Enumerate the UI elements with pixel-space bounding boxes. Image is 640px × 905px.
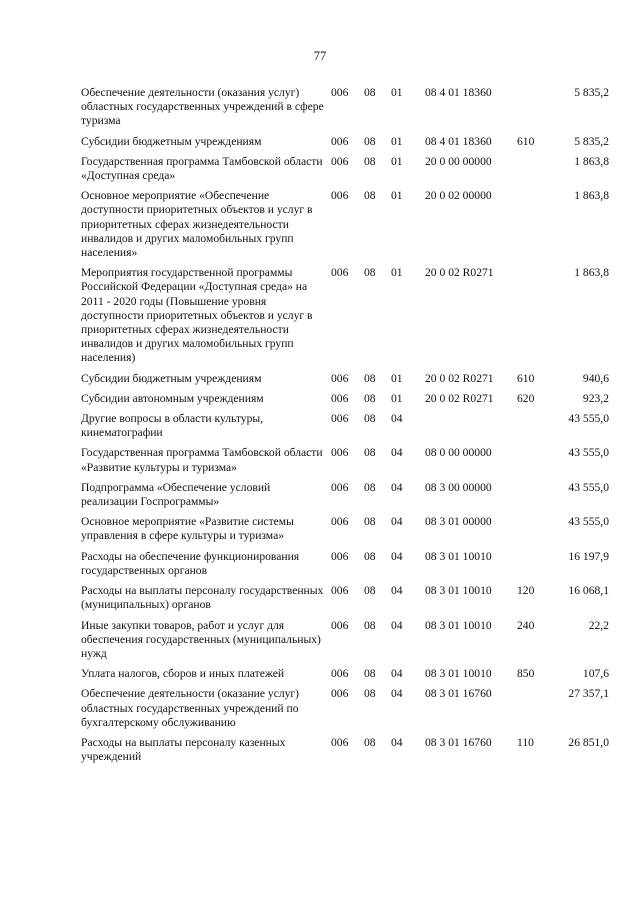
row-expense-type-code	[517, 266, 551, 371]
row-subsection-code: 01	[391, 86, 403, 99]
row-subsection-code: 04	[391, 687, 403, 701]
row-admin-code: 006	[331, 86, 349, 99]
row-name: Иные закупки товаров, работ и услуг для обеспечения государственных (муниципальных) нужд	[81, 618, 321, 660]
row-section-code: 08	[364, 266, 376, 280]
row-expense-type-code	[517, 189, 551, 266]
row-admin-code: 006	[331, 667, 349, 681]
table-row	[81, 86, 609, 135]
row-section-code: 08	[364, 618, 376, 632]
table-row	[81, 736, 609, 770]
row-admin-code: 006	[331, 189, 349, 203]
row-admin-code: 006	[331, 735, 349, 749]
table-row	[81, 189, 609, 266]
row-amount: 43 555,0	[568, 480, 609, 494]
row-section-code: 08	[364, 584, 376, 598]
table-row	[81, 515, 609, 549]
row-target-article-code: 08 3 01 00000	[425, 515, 492, 529]
row-target-article-code: 20 0 02 R0271	[425, 266, 494, 280]
row-target-article-code: 20 0 02 R0271	[425, 391, 494, 405]
row-subsection-code: 04	[391, 515, 403, 529]
row-subsection-code: 04	[391, 618, 403, 632]
row-section-code: 08	[364, 412, 376, 426]
row-subsection-code: 04	[391, 735, 403, 749]
row-amount: 1 863,8	[574, 266, 609, 280]
row-subsection-code: 01	[391, 371, 403, 385]
row-target-article-code: 20 0 02 R0271	[425, 371, 494, 385]
row-expense-type-code: 120	[517, 584, 535, 598]
row-target-article-code: 08 3 01 16760	[425, 687, 492, 701]
table-row	[81, 687, 609, 736]
row-amount: 1 863,8	[574, 154, 609, 168]
row-subsection-code: 04	[391, 480, 403, 494]
row-name: Расходы на обеспечение функционирования государственных органов	[81, 549, 300, 577]
row-target-article-code: 08 3 01 10010	[425, 584, 492, 598]
row-expense-type-code: 110	[517, 735, 534, 749]
row-name: Уплата налогов, сборов и иных платежей	[81, 667, 285, 681]
row-subsection-code: 04	[391, 446, 403, 460]
row-subsection-code: 01	[391, 154, 403, 168]
row-name: Мероприятия государственной программы Российской Федерации «Доступная среда» на 2011 - 2020 годы (Повышение уровня доступности приоритетных объектов и услуг в приоритетных сферах жизнедеятельности инвалидов и других маломобильных групп населения)	[81, 266, 313, 365]
row-amount: 5 835,2	[574, 86, 609, 99]
row-subsection-code: 04	[391, 412, 403, 426]
row-name: Другие вопросы в области культуры, кинематографии	[81, 412, 264, 440]
row-target-article-code: 08 3 01 10010	[425, 667, 492, 681]
row-section-code: 08	[364, 667, 376, 681]
row-expense-type-code	[517, 481, 551, 515]
row-name: Государственная программа Тамбовской области «Доступная среда»	[81, 154, 323, 183]
row-name: Подпрограмма «Обеспечение условий реализации Госпрограммы»	[81, 480, 271, 509]
row-section-code: 08	[364, 549, 376, 563]
table-row	[81, 667, 609, 687]
row-target-article-code: 08 4 01 18360	[425, 86, 492, 99]
row-name: Расходы на выплаты персоналу государственных (муниципальных) органов	[81, 584, 324, 612]
row-expense-type-code	[517, 550, 551, 584]
row-target-article-code: 08 4 01 18360	[425, 134, 492, 148]
row-expense-type-code: 620	[517, 391, 535, 405]
row-amount: 16 068,1	[568, 584, 609, 598]
row-amount: 107,6	[582, 667, 609, 681]
row-amount: 43 555,0	[568, 446, 609, 460]
row-subsection-code: 04	[391, 667, 403, 681]
row-amount: 26 851,0	[568, 735, 609, 749]
row-name: Обеспечение деятельности (оказание услуг) областных государственных учреждений по бухгалтерскому обслуживанию	[81, 687, 300, 729]
row-name: Субсидии бюджетным учреждениям	[81, 134, 262, 148]
row-target-article-code: 08 0 00 00000	[425, 446, 492, 460]
row-admin-code: 006	[331, 266, 349, 280]
row-admin-code: 006	[331, 446, 349, 460]
row-expense-type-code	[517, 515, 551, 549]
row-subsection-code: 01	[391, 266, 403, 280]
row-amount: 43 555,0	[568, 515, 609, 529]
row-target-article-code: 08 3 00 00000	[425, 480, 492, 494]
row-section-code: 08	[364, 735, 376, 749]
row-name: Обеспечение деятельности (оказания услуг) областных государственных учреждений в сфере туризма	[81, 86, 324, 128]
row-target-article-code: 08 3 01 10010	[425, 618, 492, 632]
row-admin-code: 006	[331, 154, 349, 168]
row-name: Государственная программа Тамбовской области «Развитие культуры и туризма»	[81, 446, 323, 474]
row-name: Основное мероприятие «Обеспечение доступности приоритетных объектов и услуг в приоритетных сферах жизнедеятельности инвалидов и других маломобильных групп населения»	[81, 189, 313, 260]
row-admin-code: 006	[331, 515, 349, 529]
row-expense-type-code	[517, 687, 551, 736]
table-row	[81, 584, 609, 618]
row-admin-code: 006	[331, 371, 349, 385]
row-name: Основное мероприятие «Развитие системы управления в сфере культуры и туризма»	[81, 515, 294, 543]
row-amount: 940,6	[582, 371, 609, 385]
row-section-code: 08	[364, 154, 376, 168]
row-section-code: 08	[364, 86, 376, 99]
row-section-code: 08	[364, 391, 376, 405]
row-expense-type-code	[517, 412, 551, 446]
row-expense-type-code: 610	[517, 134, 535, 148]
row-amount: 5 835,2	[574, 134, 609, 148]
table-row	[81, 392, 609, 412]
table-row	[81, 155, 609, 189]
row-target-article-code: 08 3 01 16760	[425, 735, 492, 749]
row-amount: 16 197,9	[568, 549, 609, 563]
row-expense-type-code: 850	[517, 667, 535, 681]
row-target-article-code: 20 0 00 00000	[425, 154, 492, 168]
row-expense-type-code	[517, 446, 551, 480]
row-admin-code: 006	[331, 687, 349, 701]
table-row	[81, 550, 609, 584]
row-section-code: 08	[364, 446, 376, 460]
row-section-code: 08	[364, 515, 376, 529]
row-section-code: 08	[364, 371, 376, 385]
table-row	[81, 619, 609, 668]
row-amount: 43 555,0	[568, 412, 609, 426]
row-amount: 923,2	[582, 391, 609, 405]
row-amount: 27 357,1	[568, 687, 609, 701]
row-expense-type-code	[517, 155, 551, 189]
page-number: 77	[313, 49, 327, 63]
row-section-code: 08	[364, 134, 376, 148]
row-expense-type-code: 610	[517, 371, 535, 385]
row-name: Расходы на выплаты персоналу казенных учреждений	[81, 735, 286, 764]
row-amount: 1 863,8	[574, 189, 609, 203]
row-name: Субсидии бюджетным учреждениям	[81, 371, 262, 385]
row-target-article-code	[425, 412, 517, 446]
table-row	[81, 446, 609, 480]
table-row	[81, 481, 609, 515]
row-admin-code: 006	[331, 618, 349, 632]
row-subsection-code: 01	[391, 189, 403, 203]
row-subsection-code: 01	[391, 134, 403, 148]
row-subsection-code: 04	[391, 584, 403, 598]
row-target-article-code: 20 0 02 00000	[425, 189, 492, 203]
row-section-code: 08	[364, 480, 376, 494]
row-section-code: 08	[364, 189, 376, 203]
row-admin-code: 006	[331, 391, 349, 405]
row-name: Субсидии автономным учреждениям	[81, 391, 264, 405]
row-admin-code: 006	[331, 549, 349, 563]
budget-table	[81, 86, 609, 770]
row-admin-code: 006	[331, 412, 349, 426]
table-row	[81, 372, 609, 392]
row-expense-type-code: 240	[517, 618, 535, 632]
row-admin-code: 006	[331, 134, 349, 148]
table-row	[81, 266, 609, 371]
row-admin-code: 006	[331, 480, 349, 494]
table-row	[81, 135, 609, 155]
row-admin-code: 006	[331, 584, 349, 598]
table-row	[81, 412, 609, 446]
row-section-code: 08	[364, 687, 376, 701]
row-amount: 22,2	[588, 618, 609, 632]
row-target-article-code: 08 3 01 10010	[425, 549, 492, 563]
table-body	[81, 86, 609, 770]
row-subsection-code: 01	[391, 391, 403, 405]
row-subsection-code: 04	[391, 549, 403, 563]
row-expense-type-code	[517, 86, 551, 135]
